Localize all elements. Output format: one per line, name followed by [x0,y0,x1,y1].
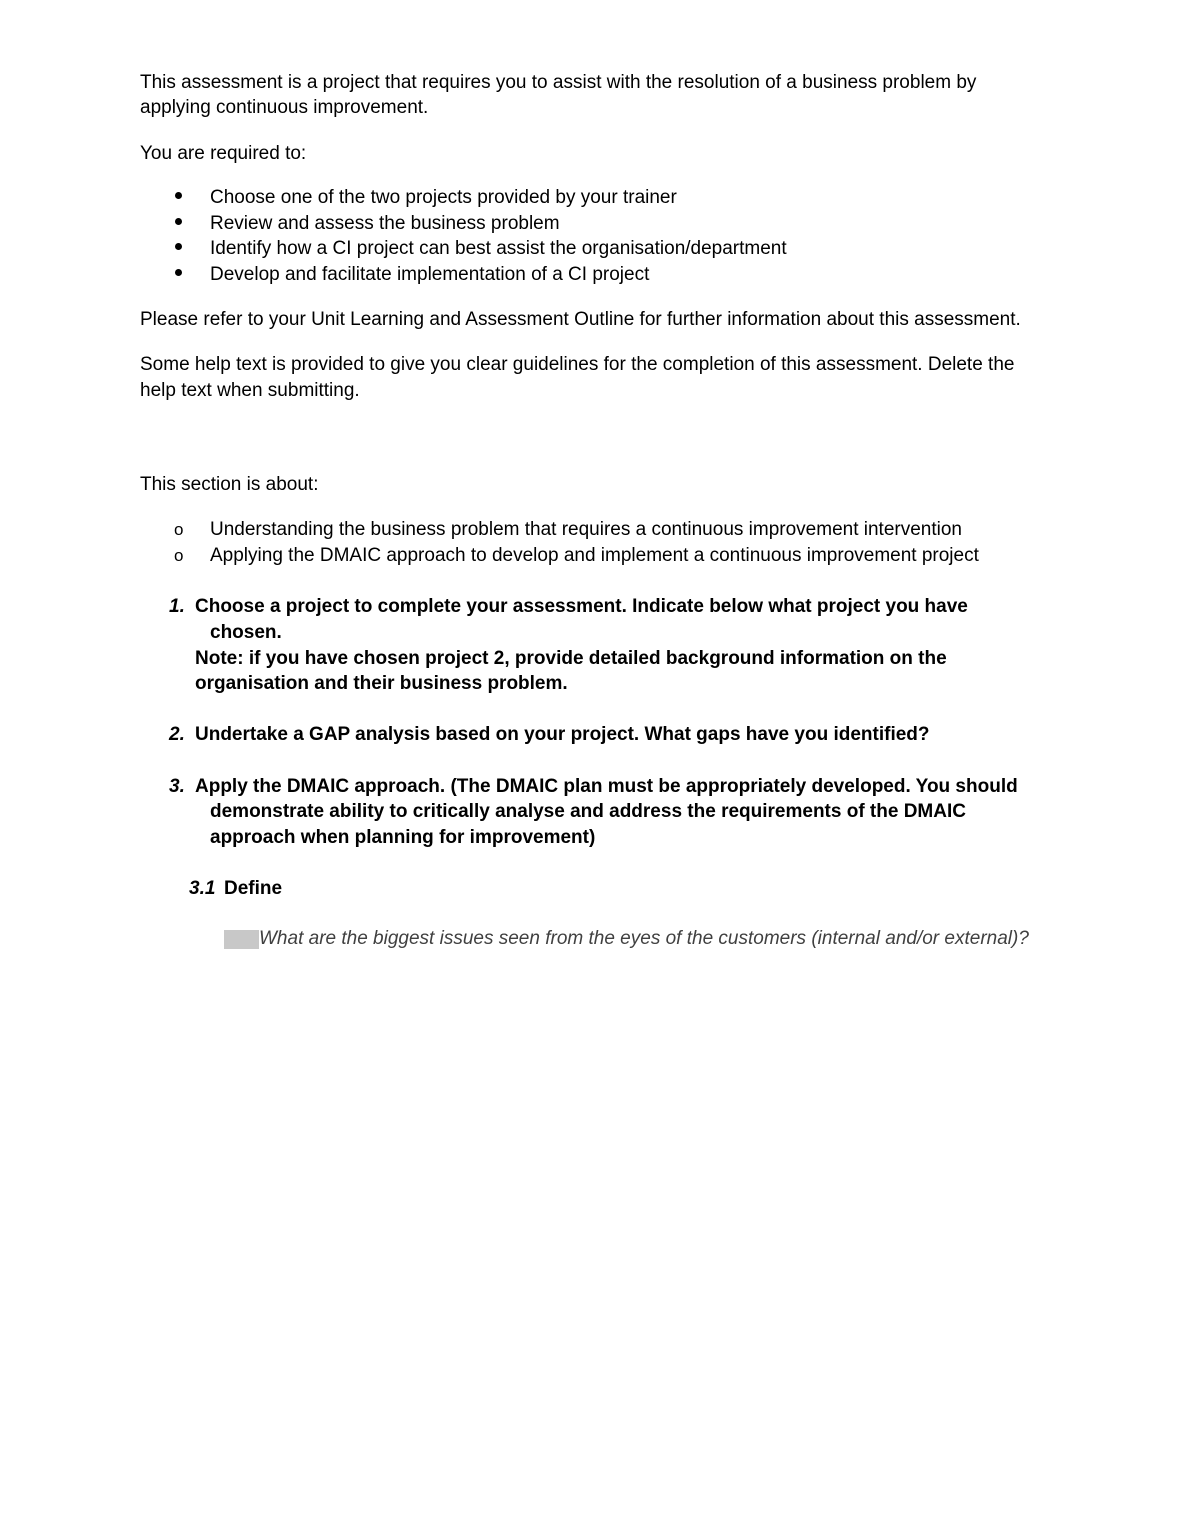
question-number: 3. [169,776,185,797]
bullet-dot-icon [175,243,182,250]
help-marker-icon [224,930,259,949]
bullet-circle-icon: o [174,546,184,565]
required-heading: You are required to: [140,143,307,164]
question-text: approach when planning for improvement) [210,827,596,848]
bullet-dot-icon [175,269,182,276]
bullet-circle-icon: o [174,520,184,539]
subsection-number: 3.1 [189,878,216,899]
subsection-title: Define [224,878,283,899]
list-item: Develop and facilitate implementation of a CI project [210,264,650,285]
list-item: Identify how a CI project can best assist the organisation/department [210,238,787,259]
list-item: Choose one of the two projects provided by your trainer [210,187,677,208]
refer-text: Please refer to your Unit Learning and Assessment Outline for further information about this assessment. [140,309,1021,330]
section-heading: This section is about: [140,474,319,495]
question-text: Undertake a GAP analysis based on your project. What gaps have you identified? [195,724,930,745]
question-note: organisation and their business problem. [195,673,568,694]
help-note-line-1: Some help text is provided to give you clear guidelines for the completion of this assessment. Delete the [140,354,1015,375]
question-text: Choose a project to complete your assessment. Indicate below what project you have [195,596,968,617]
intro-line-1: This assessment is a project that requires you to assist with the resolution of a business problem by [140,72,977,93]
list-item: Review and assess the business problem [210,213,560,234]
help-note-line-2: help text when submitting. [140,380,360,401]
bullet-dot-icon [175,218,182,225]
question-text: Apply the DMAIC approach. (The DMAIC plan must be appropriately developed. You should [195,776,1018,797]
help-prompt-text: What are the biggest issues seen from the eyes of the customers (internal and/or external)? [259,928,1029,949]
question-number: 1. [169,596,185,617]
question-text: chosen. [210,622,282,643]
question-number: 2. [169,724,185,745]
bullet-dot-icon [175,192,182,199]
list-item: Applying the DMAIC approach to develop and implement a continuous improvement project [210,545,979,566]
intro-line-2: applying continuous improvement. [140,97,429,118]
question-text: demonstrate ability to critically analyse and address the requirements of the DMAIC [210,801,966,822]
list-item: Understanding the business problem that requires a continuous improvement intervention [210,519,962,540]
question-note: Note: if you have chosen project 2, provide detailed background information on the [195,648,947,669]
